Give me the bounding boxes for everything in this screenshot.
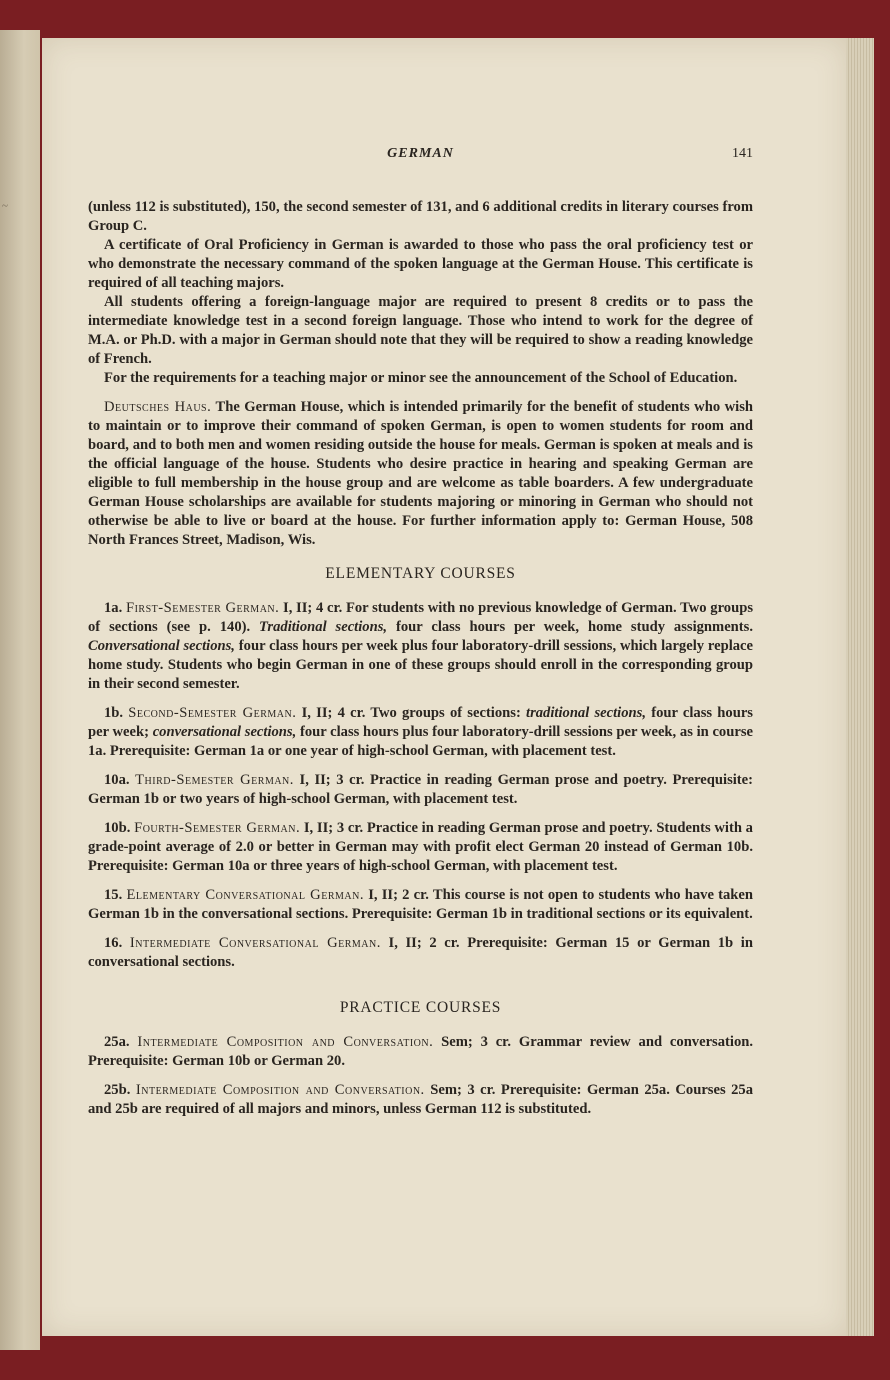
course-text: Practice in reading German prose and poetry. Prerequisite: German 1b or two years of high-school German, with placement test. bbox=[88, 772, 753, 807]
course-credits: I, II; 3 cr. bbox=[303, 820, 364, 836]
course-credits: I, II; 2 cr. bbox=[368, 887, 429, 903]
deutsches-haus-paragraph bbox=[88, 398, 753, 550]
course-title: Second-Semester German. bbox=[128, 705, 297, 721]
course-number: 10a. bbox=[104, 772, 130, 788]
course-1b bbox=[88, 704, 753, 761]
course-text: Practice in reading German prose and poetry. Students with a grade-point average of 2.0 or better in German may with profit elect German 20 instead of German 10b. Prerequisite: German 10a or three years of high-school German, with placement test. bbox=[88, 820, 753, 874]
course-text: Grammar review and conversation. Prerequisite: German 10b or German 20. bbox=[88, 1034, 754, 1069]
intro-paragraph-1: (unless 112 is substituted), 150, the second semester of 131, and 6 additional credits in literary courses from Group C. bbox=[88, 199, 753, 234]
page-number: 141 bbox=[732, 146, 753, 161]
course-title: Elementary Conversational German. bbox=[126, 887, 364, 903]
elementary-courses-heading: ELEMENTARY COURSES bbox=[325, 565, 516, 582]
practice-courses-heading: PRACTICE COURSES bbox=[339, 999, 502, 1016]
intro-paragraph-2: A certificate of Oral Proficiency in German is awarded to those who pass the oral proficiency test or who demonstrate the necessary command of the spoken language at the German House. This certificate is required of all teaching majors. bbox=[88, 237, 753, 291]
intro-paragraph-4: For the requirements for a teaching major or minor see the announcement of the School of Education. bbox=[104, 370, 738, 386]
course-number: 1a. bbox=[104, 600, 123, 616]
course-title: Fourth-Semester German. bbox=[134, 820, 301, 836]
course-text: four class hours per week, home study assignments. bbox=[395, 619, 753, 635]
course-emphasis: traditional sections, bbox=[526, 705, 646, 721]
course-25b bbox=[88, 1081, 753, 1119]
course-25a bbox=[88, 1033, 753, 1071]
course-credits: Sem; 3 cr. bbox=[430, 1082, 496, 1098]
course-10b bbox=[88, 819, 753, 876]
course-credits: I, II; 3 cr. bbox=[299, 772, 365, 788]
course-title: Third-Semester German. bbox=[135, 772, 294, 788]
course-text: Prerequisite: German 15 or German 1b in conversational sections. bbox=[88, 935, 753, 970]
course-emphasis: Conversational sections, bbox=[88, 638, 235, 654]
intro-paragraph-3: All students offering a foreign-language major are required to present 8 credits or to pass the intermediate knowledge test in a second foreign language. Those who intend to work for the degree of M.A. or Ph.D. with a major in German should note that they will be required to show a reading knowledge of French. bbox=[88, 294, 753, 367]
course-title: Intermediate Composition and Conversation. bbox=[137, 1034, 434, 1050]
page-body bbox=[88, 198, 753, 1129]
course-emphasis: Traditional sections, bbox=[259, 619, 388, 635]
course-text: Two groups of sections: bbox=[370, 705, 521, 721]
course-1a bbox=[88, 599, 753, 694]
course-emphasis: conversational sections, bbox=[152, 724, 297, 740]
course-credits: I, II; 4 cr. bbox=[301, 705, 366, 721]
course-text: four class hours per week plus four laboratory-drill sessions, which largely replace home study. Students who begin German in one of these groups should enroll in the corresponding group in their second semester. bbox=[88, 638, 753, 692]
course-number: 1b. bbox=[104, 705, 124, 721]
course-number: 25a. bbox=[104, 1034, 130, 1050]
course-text: Prerequisite: German 25a. Courses 25a and 25b are required of all majors and minors, unless German 112 is substituted. bbox=[88, 1082, 754, 1117]
course-number: 25b. bbox=[104, 1082, 131, 1098]
course-credits: I, II; 2 cr. bbox=[388, 935, 460, 951]
deutsches-haus-title: Deutsches Haus. bbox=[104, 399, 212, 415]
running-head: GERMAN bbox=[387, 146, 454, 161]
course-number: 10b. bbox=[104, 820, 131, 836]
course-number: 15. bbox=[104, 887, 123, 903]
course-text: This course is not open to students who have taken German 1b in the conversational sections. Prerequisite: German 1b in traditional sections or its equivalent. bbox=[88, 887, 753, 922]
course-10a bbox=[88, 771, 753, 809]
course-15 bbox=[88, 886, 753, 924]
course-text: four class hours per week; bbox=[88, 705, 753, 740]
course-title: Intermediate Composition and Conversation. bbox=[135, 1082, 425, 1098]
page-edges bbox=[846, 38, 874, 1336]
course-title: Intermediate Conversational German. bbox=[129, 935, 381, 951]
course-title: First-Semester German. bbox=[125, 600, 280, 616]
course-credits: I, II; 4 cr. bbox=[283, 600, 343, 616]
course-text: For students with no previous knowledge of German. Two groups of sections (see p. 140). bbox=[88, 600, 754, 635]
course-text: four class hours plus four laboratory-drill sessions per week, as in course 1a. Prerequisite: German 1a or one year of high-school German, with placement test. bbox=[88, 724, 753, 759]
course-16 bbox=[88, 934, 753, 972]
page-header bbox=[88, 144, 753, 164]
course-credits: Sem; 3 cr. bbox=[441, 1034, 511, 1050]
deutsches-haus-text: The German House, which is intended primarily for the benefit of students who wish to maintain or to improve their command of spoken German, is open to women students for room and board, and to both men and women residing outside the house for meals. German is spoken at meals and is the official language of the house. Students who desire practice in hearing and speaking German are eligible to full membership in the house group and are welcome as table boarders. A few undergraduate German House scholarships are available for students majoring or minoring in German who should not otherwise be able to live or board at the house. For further information apply to: German House, 508 North Frances Street, Madison, Wis. bbox=[88, 399, 753, 548]
book-page bbox=[42, 38, 847, 1336]
facing-page-strip: ~ bbox=[0, 30, 40, 1350]
course-number: 16. bbox=[104, 935, 123, 951]
